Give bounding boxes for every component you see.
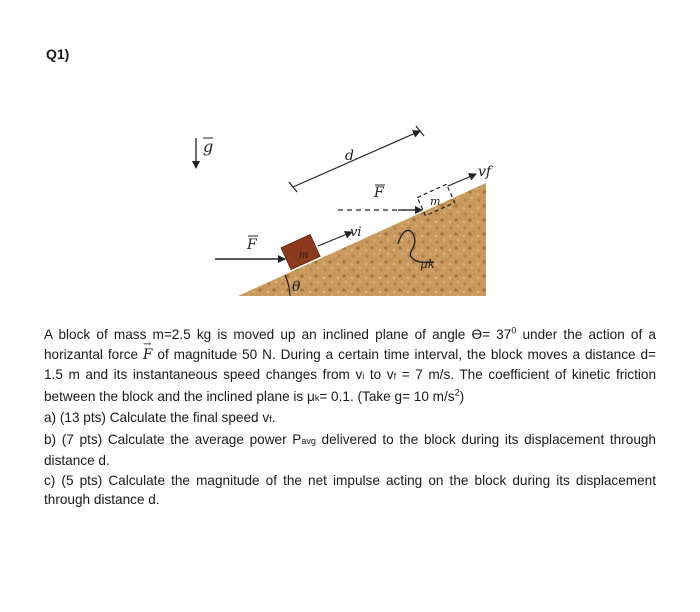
part-a: a) (13 pts) Calculate the final speed vf. bbox=[44, 410, 276, 425]
part-b: b) (7 pts) Calculate the average power Pavg delivered to the block during its displacement through distance d. bbox=[44, 431, 656, 468]
gravity-label: g bbox=[203, 137, 214, 156]
force-label: F bbox=[247, 237, 257, 253]
distance-label: d bbox=[345, 148, 354, 164]
initial-mass-label: m bbox=[299, 250, 309, 261]
distance-arrow bbox=[293, 131, 420, 187]
force-symbol: → F bbox=[143, 346, 152, 366]
angle-label: θ bbox=[292, 279, 301, 295]
initial-speed-arrow bbox=[318, 232, 352, 246]
friction-label: μk bbox=[420, 257, 436, 271]
problem-statement bbox=[44, 325, 656, 510]
initial-speed-label: vi bbox=[350, 225, 362, 240]
problem-intro: A block of mass m=2.5 kg is moved up an inclined plane of angle $ϴ= 37^0$ under the action of a horizantal force → F of magnitude 50 N. During a certain time interval, the block moves a distance d= 1.5 m and its instantaneous speed changes from vi to vf = 7 m/s. The coefficient of kinetic friction between the block and the inclined plane is μk= 0.1. (Take g= 10 $m/s^2$) bbox=[44, 325, 656, 408]
distance-tick-end bbox=[416, 126, 424, 136]
final-speed-arrow bbox=[448, 174, 476, 186]
inclined-plane bbox=[238, 183, 486, 296]
distance-tick-start bbox=[289, 182, 297, 192]
final-speed-label: vf bbox=[478, 164, 492, 180]
question-label: Q1) bbox=[46, 46, 70, 62]
part-c: c) (5 pts) Calculate the magnitude of the net impulse acting on the block during its displacement through distance d. bbox=[44, 472, 656, 507]
force-label-incline: F bbox=[374, 185, 384, 201]
final-mass-label: m bbox=[430, 195, 441, 208]
